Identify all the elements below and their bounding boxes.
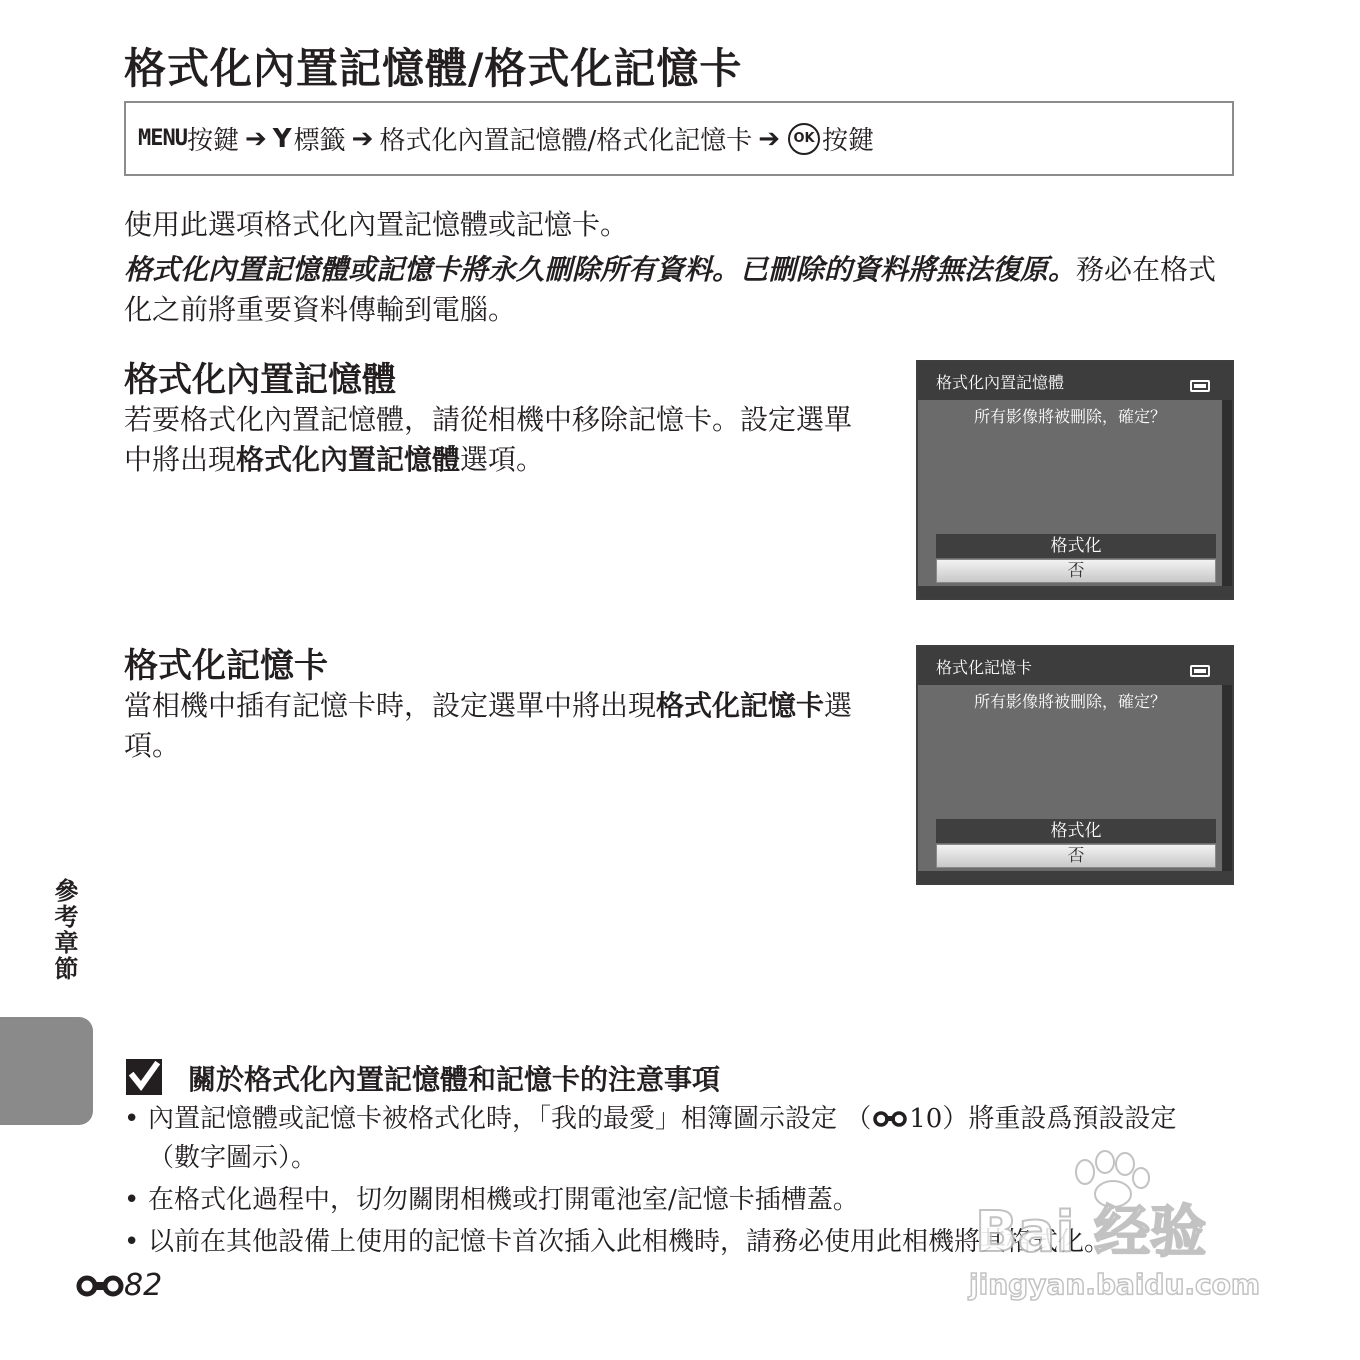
ok-button-icon: OK <box>788 123 820 155</box>
ok-button-text: 按鍵 <box>822 126 875 156</box>
warning-followup-text: 務必在格式化之前將重要資料傳輸到電腦。 <box>124 253 1217 326</box>
camera-screen-format-internal <box>916 360 1234 600</box>
camera-screen-prompt: 所有影像將被刪除，確定？ <box>973 692 1166 711</box>
note-title: 關於格式化內置記憶體和記憶卡的注意事項 <box>188 1063 721 1096</box>
section-body-memory-card <box>124 686 864 766</box>
page-number-value: 82 <box>124 1268 163 1303</box>
section-body-bold-text: 格式化內置記憶體 <box>236 443 461 476</box>
note-bullet-text: 內置記憶體或記憶卡被格式化時，「我的最愛」相簿圖示設定 （ <box>148 1104 872 1134</box>
arrow-icon: ➔ <box>758 123 780 154</box>
format-option[interactable]: 格式化 <box>936 534 1216 558</box>
watermark-brand: Bai 经验 <box>975 1200 1207 1265</box>
camera-screen-scrollbar <box>1222 400 1232 586</box>
section-title-internal-memory: 格式化內置記憶體 <box>124 360 396 400</box>
camera-screen-footer <box>918 871 1232 883</box>
wrench-icon: Y <box>272 123 292 154</box>
note-bullet-text: ）將重設爲預設設定 （數字圖示）。 <box>148 1104 1177 1173</box>
section-body-internal-memory <box>124 400 864 480</box>
warning-text: 格式化內置記憶體或記憶卡將永久刪除所有資料。已刪除的資料將無法復原。 <box>124 253 1077 286</box>
camera-screen-format-card <box>916 645 1234 885</box>
battery-icon <box>1190 665 1210 677</box>
no-option-selected[interactable]: 否 <box>936 559 1216 583</box>
page-number <box>76 1268 162 1303</box>
page-title: 格式化內置記憶體/格式化記憶卡 <box>124 44 743 93</box>
section-body-text: 選項。 <box>460 443 545 476</box>
chapter-side-label: 參考章節 <box>50 878 78 982</box>
menu-button-label: MENU <box>138 126 187 151</box>
section-title-memory-card: 格式化記憶卡 <box>124 646 328 686</box>
camera-screen-header <box>918 362 1232 400</box>
camera-screen-scrollbar <box>1222 685 1232 871</box>
menu-path-box <box>124 101 1234 176</box>
menu-item-text: 格式化內置記憶體/格式化記憶卡 <box>379 126 753 156</box>
reference-page-number: 10 <box>909 1104 943 1134</box>
baidu-watermark <box>955 1150 1285 1310</box>
arrow-icon: ➔ <box>245 123 267 154</box>
camera-screen-title: 格式化內置記憶體 <box>936 373 1065 392</box>
note-bullet-text: 在格式化過程中，切勿關閉相機或打開電池室/記憶卡插槽蓋。 <box>148 1185 859 1215</box>
no-option-selected[interactable]: 否 <box>936 844 1216 868</box>
camera-screen-title: 格式化記憶卡 <box>936 658 1033 677</box>
section-body-text: 選項。 <box>124 689 853 762</box>
intro-warning-paragraph <box>124 250 1239 330</box>
format-option[interactable]: 格式化 <box>936 819 1216 843</box>
section-body-text: 當相機中插有記憶卡時，設定選單中將出現 <box>124 689 657 722</box>
reference-section-icon <box>873 1101 907 1139</box>
section-body-bold-text: 格式化記憶卡 <box>656 689 825 722</box>
section-body-text: 若要格式化內置記憶體，請從相機中移除記憶卡。設定選單中將出現 <box>124 403 853 476</box>
tab-text: 標籤 <box>293 126 346 156</box>
checkmark-icon <box>126 1059 162 1095</box>
reference-section-icon <box>76 1273 124 1299</box>
watermark-url: jingyan.baidu.com <box>969 1268 1261 1301</box>
arrow-icon: ➔ <box>351 123 374 154</box>
menu-button-text: 按鍵 <box>186 126 239 156</box>
camera-screen-header <box>918 647 1232 685</box>
battery-icon <box>1190 380 1210 392</box>
note-bullet-text: 以前在其他設備上使用的記憶卡首次插入此相機時，請務必使用此相機將其格式化。 <box>148 1227 1111 1257</box>
intro-text: 使用此選項格式化內置記憶體或記憶卡。 <box>124 208 629 241</box>
camera-screen-prompt: 所有影像將被刪除，確定？ <box>973 407 1166 426</box>
camera-screen-footer <box>918 586 1232 598</box>
chapter-side-tab <box>0 1017 93 1125</box>
